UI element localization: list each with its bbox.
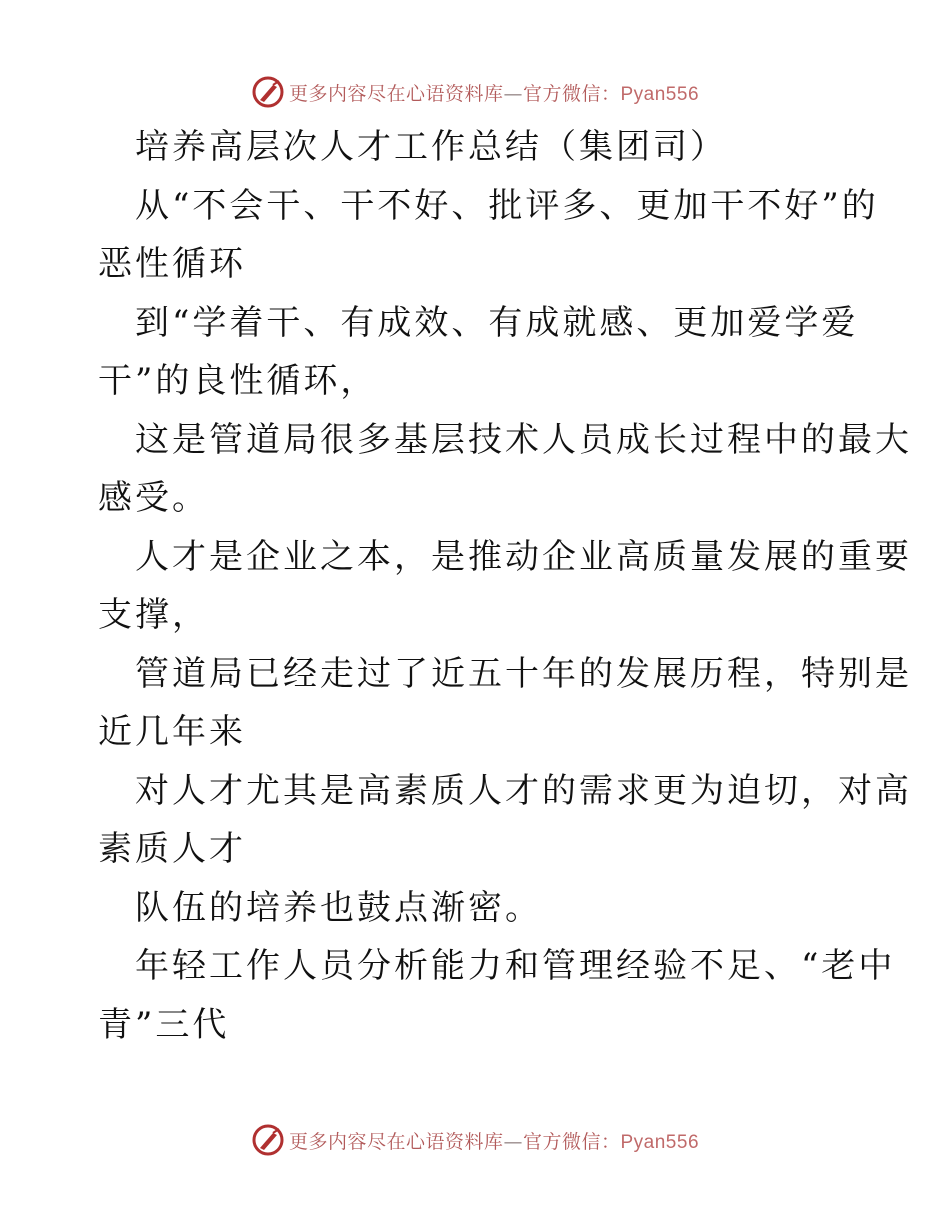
watermark-id: Pyan556 [620, 83, 700, 105]
quill-logo-icon [251, 75, 285, 109]
paragraph-line: 到“学着干、有成效、有成就感、更加爱学爱 [135, 302, 859, 343]
paragraph-line: 恶性循环 [98, 244, 246, 284]
paragraph-line: 青”三代 [98, 1004, 230, 1045]
watermark-separator: — [503, 82, 523, 105]
paragraph-line: 素质人才 [98, 829, 246, 869]
paragraph-line: 年轻工作人员分析能力和管理经验不足、“老中 [135, 946, 896, 986]
quill-logo-icon [251, 1123, 285, 1157]
watermark-main: 更多内容尽在心语资料库 [288, 1130, 504, 1153]
watermark-text [289, 79, 699, 106]
header-watermark [0, 72, 950, 112]
watermark-text [289, 1127, 699, 1154]
paragraph-line: 感受。 [98, 478, 209, 518]
paragraph-line: 干”的良性循环， [98, 361, 378, 401]
document-title: 培养高层次人才工作总结（集团司） [135, 127, 727, 167]
watermark-label: 官方微信： [522, 1130, 621, 1153]
paragraph-line: 人才是企业之本，是推动企业高质量发展的重要 [135, 536, 912, 577]
footer-watermark [0, 1120, 950, 1160]
paragraph-line: 支撑， [98, 595, 209, 635]
paragraph-line: 管道局已经走过了近五十年的发展历程，特别是 [135, 653, 912, 694]
watermark-main: 更多内容尽在心语资料库 [288, 82, 504, 105]
paragraph-line: 队伍的培养也鼓点渐密。 [135, 887, 542, 928]
paragraph-line: 从“不会干、干不好、批评多、更加干不好”的 [135, 185, 879, 226]
paragraph-line: 近几年来 [98, 712, 246, 752]
watermark-label: 官方微信： [522, 82, 621, 105]
paragraph-line: 对人才尤其是高素质人才的需求更为迫切，对高 [135, 770, 912, 811]
watermark-separator: — [503, 1130, 523, 1153]
watermark-id: Pyan556 [620, 1131, 700, 1153]
paragraph-line: 这是管道局很多基层技术人员成长过程中的最大 [135, 419, 912, 460]
document-body [98, 118, 912, 1054]
